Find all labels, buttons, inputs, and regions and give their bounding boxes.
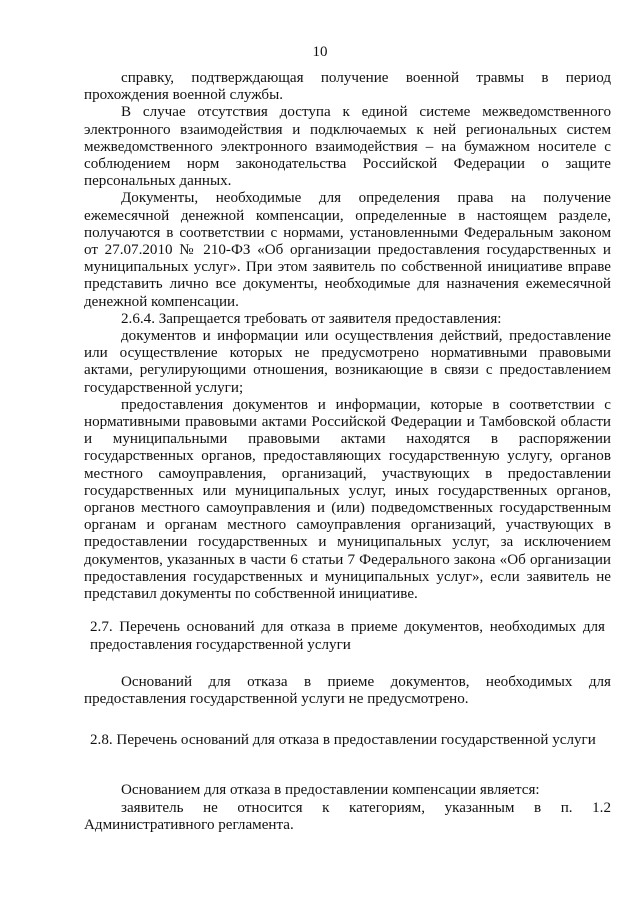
paragraph-military-trauma: справку, подтверждающая получение военной травмы в период прохождения военной службы.	[84, 70, 611, 104]
paragraph-no-access: В случае отсутствия доступа к единой системе межведомственного электронного взаимодействия и подключаемых к ней региональных систем межведомственного электронного взаимодействия – на бумажном носителе с соблюдением норм законодательства Российской Федерации о защите персональных данных.	[84, 104, 611, 190]
paragraph-2-6-4: 2.6.4. Запрещается требовать от заявителя предоставления:	[121, 310, 502, 327]
paragraph-documents-actions: документов и информации или осуществления действий, предоставление или осуществление которых не предусмотрено нормативными правовыми актами, регулирующими отношения, возникающие в связи с предоставлением государственной услуги;	[84, 328, 611, 396]
page-number: 10	[312, 44, 328, 60]
section-heading-2-8: 2.8. Перечень оснований для отказа в предоставлении государственной услуги	[90, 732, 596, 749]
paragraph-documents: Документы, необходимые для определения права на получение ежемесячной денежной компенсации, определенные в настоящем разделе, получаются в соответствии с нормами, установленными Федеральным законом от 27.07.2010 № 210-ФЗ «Об организации предоставления государственных и муниципальных услуг». При этом заявитель по собственной инициативе вправе представить лично все документы, необходимые для назначения ежемесячной денежной компенсации.	[84, 190, 611, 310]
paragraph-no-grounds: Оснований для отказа в приеме документов, необходимых для предоставления государственной услуги не предусмотрено.	[84, 673, 611, 707]
paragraph-applicant-category: заявитель не относится к категориям, указанным в п. 1.2 Административного регламента.	[84, 799, 611, 833]
paragraph-refusal-basis: Основанием для отказа в предоставлении компенсации является:	[121, 782, 540, 799]
document-body	[84, 70, 611, 834]
section-heading-2-7: 2.7. Перечень оснований для отказа в приеме документов, необходимых для предоставления государственной услуги	[90, 619, 605, 653]
paragraph-information: предоставления документов и информации, которые в соответствии с нормативными правовыми актами Российской Федерации и Тамбовской области и муниципальными правовыми актами находятся в распоряжении государственных органов, предоставляющих государственную услугу, органов местного самоуправления, организаций, участвующих в предоставлении государственных или муниципальных услуг, иных государственных органов, органов местного самоуправления и (или) подведомственных государственным органам и органам местного самоуправления организаций, участвующих в предоставлении государственных и муниципальных услуг, за исключением документов, указанных в части 6 статьи 7 Федерального закона «Об организации предоставления государственных и муниципальных услуг», если заявитель не представил документы по собственной инициативе.	[84, 396, 611, 603]
